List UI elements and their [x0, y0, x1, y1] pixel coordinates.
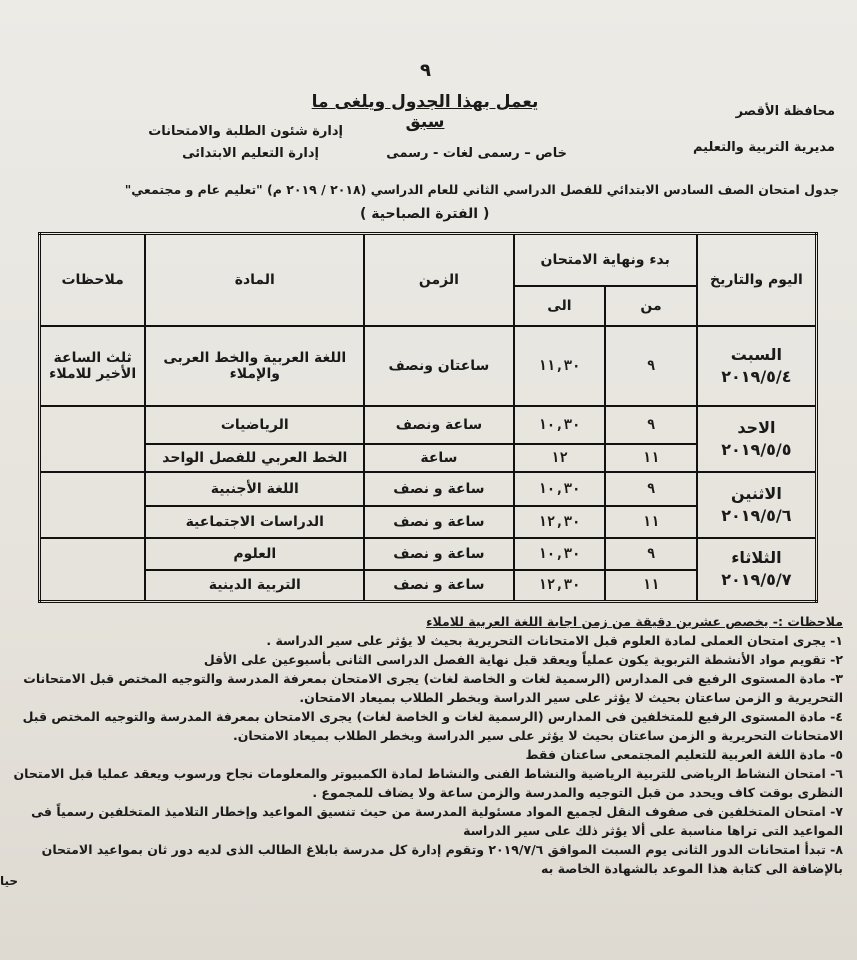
notes-section [8, 612, 843, 878]
exam-subject: الخط العربي للفصل الواحد [145, 444, 364, 472]
exam-duration: ساعة و نصف [364, 472, 513, 506]
exam-to: ١٢ [514, 444, 606, 472]
header-to: الى [514, 286, 606, 326]
exam-to: ١٠,٣٠ [514, 538, 606, 570]
exam-to: ١٠,٣٠ [514, 406, 606, 444]
exam-duration: ساعة و نصف [364, 570, 513, 602]
note-item: ٢- تقويم مواد الأنشطة التربوية يكون عملياً ويعقد قبل نهاية الفصل الدراسى الثانى بأسبوعين على الأقل [203, 652, 843, 667]
note-item: ٨- تبدأ امتحانات الدور الثانى يوم السبت الموافق ٢٠١٩/٧/٦ وتقوم إدارة كل مدرسة بابلاغ الطالب الذى لديه دور ثان بمواعيد الامتحان بالإضافة الى كتابة هذا الموعد بالشهادة الخاصة به [41, 842, 843, 876]
exam-duration: ساعة [364, 444, 513, 472]
table-header-row [40, 234, 817, 286]
exam-to: ١٢,٣٠ [514, 570, 606, 602]
exam-subject: التربية الدينية [145, 570, 364, 602]
student-affairs-label: إدارة شئون الطلبة والامتحانات [148, 124, 343, 139]
directorate-label: مديرية التربية والتعليم [692, 140, 835, 155]
table-row [40, 472, 817, 506]
day-cell [697, 326, 817, 406]
row-note [40, 406, 146, 472]
exam-subject: العلوم [145, 538, 364, 570]
note-item: ٦- امتحان النشاط الرياضى للتربية الرياضية والنشاط الفنى والنشاط لمادة الكمبيوتر والمعلومات نجاح ورسوب ويعقد عمليا قبل الامتحان النظرى بوقت كاف ويحدد من قبل التوجيه والمدرسة والزمن ساعة ولا يضاف للمجموع . [13, 766, 843, 800]
exam-from: ٩ [605, 326, 697, 406]
document-title: جدول امتحان الصف السادس الابتدائي للفصل الدراسي الثاني للعام الدراسي (٢٠١٨ / ٢٠١٩ م) "تعليم عام و مجتمعي" [124, 182, 839, 197]
primary-admin-label: إدارة التعليم الابتدائى [182, 146, 319, 161]
day-date: ٢٠١٩/٥/٥ [721, 439, 792, 459]
exam-subject: اللغة العربية والخط العربى والإملاء [145, 326, 364, 406]
exam-duration: ساعتان ونصف [364, 326, 513, 406]
day-name: الاحد [737, 417, 776, 437]
school-types: خاص – رسمى لغات - رسمى [386, 146, 567, 161]
header-subject: المادة [145, 234, 364, 326]
note-item: ١- يجرى امتحان العملى لمادة العلوم قبل الامتحانات التحريرية بحيث لا يؤثر على سير الدراسة . [266, 633, 843, 648]
day-date: ٢٠١٩/٥/٤ [721, 366, 792, 386]
exam-subject: الدراسات الاجتماعية [145, 506, 364, 538]
edge-text: حيا [0, 874, 19, 888]
day-cell [697, 538, 817, 602]
table-row [40, 406, 817, 444]
day-name: السبت [730, 344, 783, 364]
exam-from: ١١ [605, 444, 697, 472]
governorate-label: محافظة الأقصر [735, 104, 835, 119]
note-item: ٤- مادة المستوى الرفيع للمتخلفين فى المدارس (الرسمية لغات و الخاصة لغات) يجرى الامتحان بمعرفة المدرسة والتوجيه المختص قبل الامتحانات التحريرية و الزمن ساعتان بحيث لا يؤثر على سير الدراسة وبخطر الطلاب بميعاد الامتحان. [22, 709, 843, 743]
table-row [40, 326, 817, 406]
header-notes: ملاحظات [40, 234, 146, 326]
period-label: ( الفترة الصباحية ) [360, 206, 490, 222]
day-cell [697, 472, 817, 538]
exam-duration: ساعة و نصف [364, 506, 513, 538]
exam-duration: ساعة ونصف [364, 406, 513, 444]
row-note [40, 472, 146, 538]
day-name: الثلاثاء [731, 548, 782, 568]
header-from: من [605, 286, 697, 326]
day-date: ٢٠١٩/٥/٦ [721, 505, 792, 525]
day-date: ٢٠١٩/٥/٧ [721, 570, 792, 590]
table-row [40, 538, 817, 570]
exam-to: ١٠,٣٠ [514, 472, 606, 506]
exam-schedule-table [38, 232, 818, 603]
day-cell [697, 406, 817, 472]
note-item: ٥- مادة اللغة العربية للتعليم المجتمعى ساعتان فقط [525, 747, 843, 762]
exam-to: ١٢,٣٠ [514, 506, 606, 538]
row-note: ثلث الساعة الأخير للاملاء [40, 326, 146, 406]
note-item: ٧- امتحان المتخلفين فى صفوف النقل لجميع المواد مسئولية المدرسة من حيث تنسيق المواعيد وإخطار التلاميذ المتخلفين رسمياً فى المواعيد التى تراها مناسبة على ألا يؤثر ذلك على سير الدراسة [31, 804, 843, 838]
header-day: اليوم والتاريخ [697, 234, 817, 326]
header-start-end: بدء ونهاية الامتحان [514, 234, 697, 286]
exam-from: ٩ [605, 472, 697, 506]
page-number: ٩ [420, 60, 431, 81]
note-item: ٣- مادة المستوى الرفيع فى المدارس (الرسمية لغات و الخاصة لغات) يجرى الامتحان بمعرفة المدرسة والتوجيه المختص قبل الامتحانات التحريرية و الزمن ساعتان بحيث لا يؤثر على سير الدراسة وبخطر الطلاب بميعاد الامتحان. [23, 671, 843, 705]
exam-duration: ساعة و نصف [364, 538, 513, 570]
exam-from: ٩ [605, 406, 697, 444]
banner-heading: يعمل بهذا الجدول ويلغى ما سبق [311, 92, 539, 132]
exam-subject: الرياضيات [145, 406, 364, 444]
notes-title: ملاحظات :- يخصص عشرين دقيقة من زمن اجابة اللغة العربية للاملاء [426, 614, 843, 629]
exam-to: ١١,٣٠ [514, 326, 606, 406]
exam-from: ١١ [605, 506, 697, 538]
exam-from: ١١ [605, 570, 697, 602]
exam-subject: اللغة الأجنبية [145, 472, 364, 506]
row-note [40, 538, 146, 602]
exam-from: ٩ [605, 538, 697, 570]
header-duration: الزمن [364, 234, 513, 326]
day-name: الاثنين [730, 483, 782, 503]
